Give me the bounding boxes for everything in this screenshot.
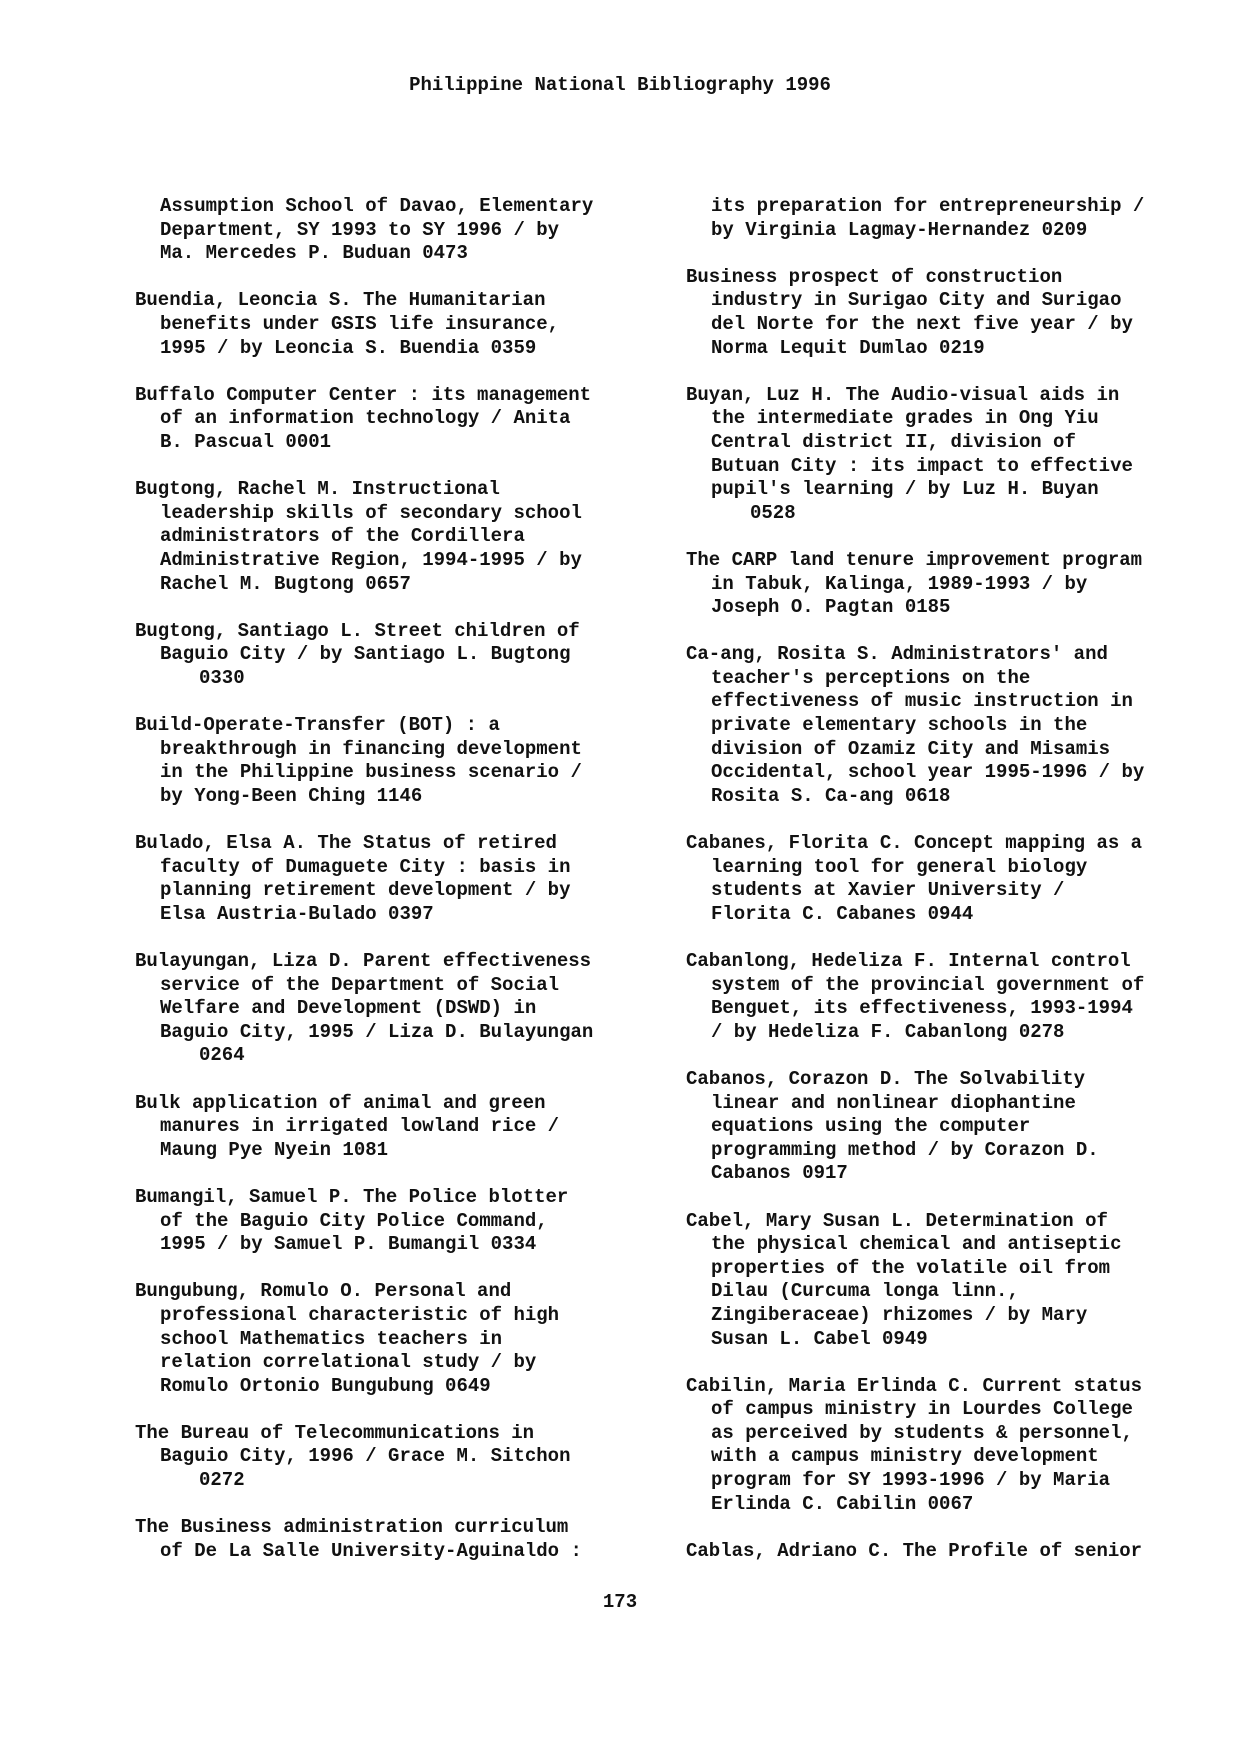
- bibliography-entry: [135, 478, 665, 596]
- bibliography-entry: [686, 1375, 1216, 1517]
- bibliography-entry-continued: [686, 195, 1216, 242]
- entry-line: relation correlational study / by: [160, 1351, 537, 1374]
- entry-line: administrators of the Cordillera: [160, 525, 525, 548]
- bibliography-entry: [686, 1210, 1216, 1352]
- entry-line: Bumangil, Samuel P. The Police blotter: [135, 1185, 569, 1208]
- entry-line: school Mathematics teachers in: [160, 1327, 503, 1350]
- entry-line: Cablas, Adriano C. The Profile of senior: [686, 1539, 1143, 1562]
- entry-line: effectiveness of music instruction in: [711, 690, 1133, 713]
- bibliography-entry: [686, 643, 1216, 808]
- entry-line: equations using the computer: [711, 1115, 1031, 1138]
- entry-line: private elementary schools in the: [711, 714, 1088, 737]
- entry-line: Bulk application of animal and green: [135, 1091, 546, 1114]
- entry-line: Occidental, school year 1995-1996 / by: [711, 761, 1145, 784]
- entry-line: Ca-ang, Rosita S. Administrators' and: [686, 643, 1108, 666]
- bibliography-entry: [686, 384, 1216, 526]
- entry-line: division of Ozamiz City and Misamis: [711, 737, 1111, 760]
- entry-line: of an information technology / Anita: [160, 407, 571, 430]
- entry-line: the intermediate grades in Ong Yiu: [711, 407, 1099, 430]
- bibliography-entry: [686, 549, 1216, 620]
- entry-line: 0330: [199, 666, 245, 689]
- entry-line: Buffalo Computer Center : its management: [135, 383, 592, 406]
- entry-line: Bugtong, Rachel M. Instructional: [135, 478, 500, 501]
- entry-line: Joseph O. Pagtan 0185: [711, 596, 951, 619]
- entry-line: Dilau (Curcuma longa linn.,: [711, 1280, 1019, 1303]
- entry-line: of the Baguio City Police Command,: [160, 1209, 548, 1232]
- entry-line: Norma Lequit Dumlao 0219: [711, 336, 985, 359]
- entry-line: breakthrough in financing development: [160, 737, 582, 760]
- entry-line: system of the provincial government of: [711, 973, 1145, 996]
- bibliography-entry: [686, 832, 1216, 926]
- entry-line: by Yong-Been Ching 1146: [160, 784, 423, 807]
- entry-line: Maung Pye Nyein 1081: [160, 1138, 389, 1161]
- bibliography-entry: [135, 950, 665, 1068]
- entry-line: as perceived by students & personnel,: [711, 1421, 1133, 1444]
- entry-line: / by Hedeliza F. Cabanlong 0278: [711, 1020, 1065, 1043]
- entry-line: 1995 / by Samuel P. Bumangil 0334: [160, 1233, 537, 1256]
- entry-line: industry in Surigao City and Surigao: [711, 289, 1122, 312]
- entry-line: Romulo Ortonio Bungubung 0649: [160, 1374, 491, 1397]
- entry-line: benefits under GSIS life insurance,: [160, 312, 560, 335]
- entry-line: Bugtong, Santiago L. Street children of: [135, 619, 580, 642]
- entry-line: with a campus ministry development: [711, 1445, 1099, 1468]
- bibliography-entry: [686, 1540, 1216, 1564]
- entry-line: Cabel, Mary Susan L. Determination of: [686, 1209, 1108, 1232]
- entry-line: Bungubung, Romulo O. Personal and: [135, 1280, 512, 1303]
- entry-line: Assumption School of Davao, Elementary: [160, 195, 594, 217]
- entry-line: Susan L. Cabel 0949: [711, 1327, 928, 1350]
- entry-line: Cabanos 0917: [711, 1162, 848, 1185]
- entry-line: Department, SY 1993 to SY 1996 / by: [160, 218, 560, 241]
- entry-line: The Bureau of Telecommunications in: [135, 1421, 535, 1444]
- bibliography-entry: [135, 1422, 665, 1493]
- entry-line: The CARP land tenure improvement program: [686, 548, 1143, 571]
- entry-line: linear and nonlinear diophantine: [711, 1091, 1076, 1114]
- entry-line: Build-Operate-Transfer (BOT) : a: [135, 714, 500, 737]
- entry-line: Cabanlong, Hedeliza F. Internal control: [686, 950, 1131, 972]
- page-number: 173: [602, 1591, 638, 1613]
- entry-line: pupil's learning / by Luz H. Buyan: [711, 478, 1099, 501]
- entry-line: B. Pascual 0001: [160, 430, 332, 453]
- entry-line: Elsa Austria-Bulado 0397: [160, 902, 434, 925]
- entry-line: Bulayungan, Liza D. Parent effectiveness: [135, 950, 592, 972]
- entry-line: Butuan City : its impact to effective: [711, 454, 1133, 477]
- entry-line: Rachel M. Bugtong 0657: [160, 572, 411, 595]
- entry-line: Buendia, Leoncia S. The Humanitarian: [135, 289, 546, 312]
- entry-line: planning retirement development / by: [160, 879, 571, 902]
- entry-line: Baguio City, 1996 / Grace M. Sitchon: [160, 1445, 571, 1468]
- entry-line: manures in irrigated lowland rice /: [160, 1115, 560, 1138]
- entry-line: faculty of Dumaguete City : basis in: [160, 855, 571, 878]
- entry-line: 0272: [199, 1469, 245, 1492]
- entry-line: Baguio City, 1995 / Liza D. Bulayungan: [160, 1020, 594, 1043]
- bibliography-entry-continued: [135, 195, 665, 266]
- entry-line: Welfare and Development (DSWD) in: [160, 997, 537, 1020]
- bibliography-entry: [135, 1280, 665, 1398]
- right-column: [686, 195, 1216, 1587]
- bibliography-entry: [135, 1092, 665, 1163]
- entry-line: in the Philippine business scenario /: [160, 761, 582, 784]
- entry-line: Ma. Mercedes P. Buduan 0473: [160, 242, 468, 265]
- bibliography-entry: [135, 1516, 665, 1563]
- entry-line: Central district II, division of: [711, 430, 1076, 453]
- entry-line: programming method / by Corazon D.: [711, 1138, 1099, 1161]
- entry-line: Buyan, Luz H. The Audio-visual aids in: [686, 383, 1120, 406]
- entry-line: Rosita S. Ca-ang 0618: [711, 784, 951, 807]
- entry-line: Florita C. Cabanes 0944: [711, 902, 974, 925]
- bibliography-entry: [686, 1068, 1216, 1186]
- entry-line: professional characteristic of high: [160, 1303, 560, 1326]
- entry-line: Zingiberaceae) rhizomes / by Mary: [711, 1303, 1088, 1326]
- bibliography-entry: [135, 289, 665, 360]
- bibliography-entry: [686, 950, 1216, 1044]
- entry-line: properties of the volatile oil from: [711, 1256, 1111, 1279]
- entry-line: the physical chemical and antiseptic: [711, 1233, 1122, 1256]
- bibliography-entry: [686, 266, 1216, 360]
- running-header: Philippine National Bibliography 1996: [409, 74, 831, 96]
- entry-line: 0264: [199, 1044, 245, 1067]
- entry-line: del Norte for the next five year / by: [711, 312, 1133, 335]
- entry-line: learning tool for general biology: [711, 855, 1088, 878]
- left-column: [135, 195, 665, 1587]
- bibliography-entry: [135, 1186, 665, 1257]
- entry-line: teacher's perceptions on the: [711, 666, 1031, 689]
- entry-line: Cabanos, Corazon D. The Solvability: [686, 1067, 1086, 1090]
- entry-line: program for SY 1993-1996 / by Maria: [711, 1469, 1111, 1492]
- entry-line: in Tabuk, Kalinga, 1989-1993 / by: [711, 572, 1088, 595]
- entry-line: its preparation for entrepreneurship /: [711, 195, 1145, 217]
- bibliography-entry: [135, 714, 665, 808]
- entry-line: Cabilin, Maria Erlinda C. Current status: [686, 1374, 1143, 1397]
- entry-line: 1995 / by Leoncia S. Buendia 0359: [160, 336, 537, 359]
- entry-line: service of the Department of Social: [160, 973, 560, 996]
- bibliography-entry: [135, 620, 665, 691]
- bibliography-entry: [135, 832, 665, 926]
- entry-line: Bulado, Elsa A. The Status of retired: [135, 832, 557, 855]
- entry-line: of De La Salle University-Aguinaldo :: [160, 1539, 582, 1562]
- entry-line: Cabanes, Florita C. Concept mapping as a: [686, 832, 1143, 855]
- entry-line: by Virginia Lagmay-Hernandez 0209: [711, 218, 1088, 241]
- entry-line: Administrative Region, 1994-1995 / by: [160, 548, 582, 571]
- entry-line: Benguet, its effectiveness, 1993-1994: [711, 997, 1133, 1020]
- bibliography-entry: [135, 384, 665, 455]
- entry-line: Erlinda C. Cabilin 0067: [711, 1492, 974, 1515]
- entry-line: Business prospect of construction: [686, 265, 1063, 288]
- entry-line: 0528: [750, 501, 796, 524]
- entry-line: Baguio City / by Santiago L. Bugtong: [160, 643, 571, 666]
- entry-line: students at Xavier University /: [711, 879, 1065, 902]
- entry-line: of campus ministry in Lourdes College: [711, 1398, 1133, 1421]
- entry-line: leadership skills of secondary school: [160, 501, 582, 524]
- entry-line: The Business administration curriculum: [135, 1516, 569, 1539]
